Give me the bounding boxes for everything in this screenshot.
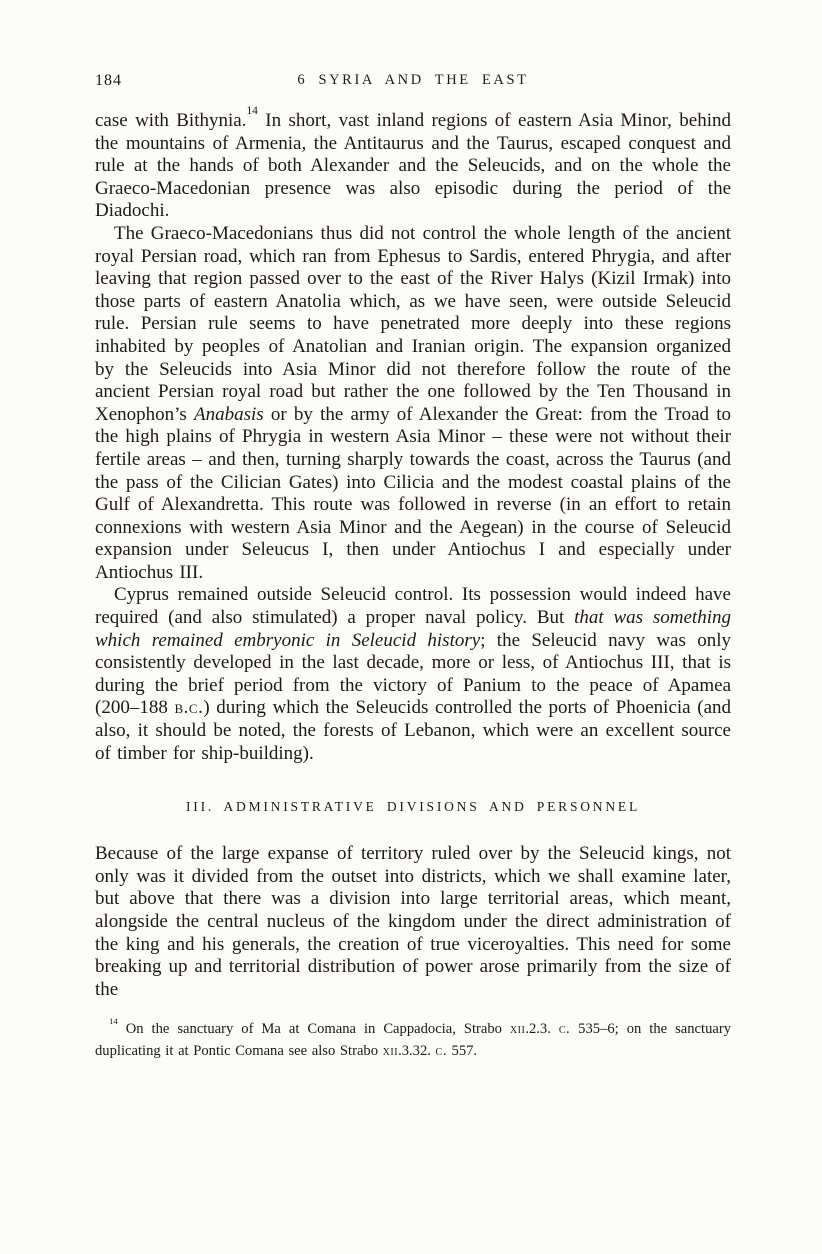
paragraph <box>95 104 731 223</box>
text-run: Cyprus remained outside Seleucid control. Its possession would indeed have required (and also stimulated) a proper naval policy. But <box>95 584 731 629</box>
text-run: Anabasis <box>194 403 264 425</box>
paragraph <box>95 584 731 765</box>
text-run: 557. <box>446 1042 478 1059</box>
text-run: 535–6; on the sanctuary duplicating it at Pontic Comana see also Strabo <box>95 1021 732 1059</box>
text-run: c. <box>435 1042 447 1059</box>
text-run: Because of the large expanse of territory ruled over by the Seleucid kings, not only was it divided from the outset into districts, which we shall examine later, but above that there was a division into large territorial areas, which meant, alongside the central nucleus of the kingdom under the direct administration of the king and his generals, the creation of true viceroyalties. This need for some breaking up and territorial distribution of power arose primarily from the size of the <box>95 843 731 1000</box>
text-run: case with Bithynia. <box>95 110 247 131</box>
footnote <box>95 1015 732 1062</box>
section-paragraphs <box>95 843 731 1001</box>
text-run: The Graeco-Macedonians thus did not control the whole length of the ancient royal Persian road, which ran from Ephesus to Sardis, entered Phrygia, and after leaving that region passed over to the east of the River Halys (Kizil Irmak) into those parts of eastern Anatolia which, as we have seen, were outside Seleucid rule. Persian rule seems to have penetrated more deeply into these regions inhabited by peoples of Anatolian and Iranian origin. The expansion organized by the Seleucids into Asia Minor did not therefore follow the route of the ancient Persian royal road but rather the one followed by the Ten Thousand in Xenophon’s <box>95 222 731 425</box>
section-heading: III. ADMINISTRATIVE DIVISIONS AND PERSONNEL <box>185 799 641 815</box>
text-block <box>95 72 731 1062</box>
running-header: 6 SYRIA AND THE EAST <box>297 72 529 88</box>
text-run: ) during which the Seleucids controlled the ports of Phoenicia (and also, it should be noted, the forests of Lebanon, which were an excellent source of timber for ship-building). <box>95 697 731 764</box>
text-run: .3.32. <box>398 1042 436 1059</box>
text-run: c. <box>558 1021 571 1038</box>
text-run: ; the Seleucid navy was only consistently developed in the last decade, more or less, of Antiochus III, that is during the brief period from the victory of Panium to the peace of Apamea (200–188 <box>95 629 731 719</box>
intro-paragraphs <box>95 104 732 765</box>
text-run: On the sanctuary of Ma at Comana in Cappadocia, Strabo <box>117 1021 510 1038</box>
footnote-marker: 14 <box>109 1015 118 1026</box>
text-run: b.c. <box>174 697 204 719</box>
footnote-marker: 14 <box>246 104 258 117</box>
paragraph <box>95 223 731 585</box>
paragraph <box>95 843 731 1001</box>
text-run: or by the army of Alexander the Great: from the Troad to the high plains of Phrygia in western Asia Minor – these were not without their fertile areas – and then, turning sharply towards the coast, across the Taurus (and the pass of the Cilician Gates) into Cilicia and the modest coastal plains of the Gulf of Alexandretta. This route was followed in reverse (in an effort to retain connexions with western Asia Minor and the Aegean) in the course of Seleucid expansion under Seleucus I, then under Antiochus I and especially under Antiochus III. <box>95 403 732 583</box>
page-number: 184 <box>95 72 122 89</box>
text-run: .2.3. <box>525 1021 559 1038</box>
text-run: In short, vast inland regions of eastern Asia Minor, behind the mountains of Armenia, the Antitaurus and the Taurus, escaped conquest and rule at the hands of both Alexander and the Seleucids, and on the whole the Graeco-Macedonian presence was also episodic during the period of the Diadochi. <box>95 110 731 222</box>
text-run: xii <box>382 1042 399 1059</box>
page-header <box>95 72 731 94</box>
text-run: xii <box>509 1021 526 1038</box>
text-run: that was something which remained embryonic in Seleucid history <box>95 607 731 651</box>
